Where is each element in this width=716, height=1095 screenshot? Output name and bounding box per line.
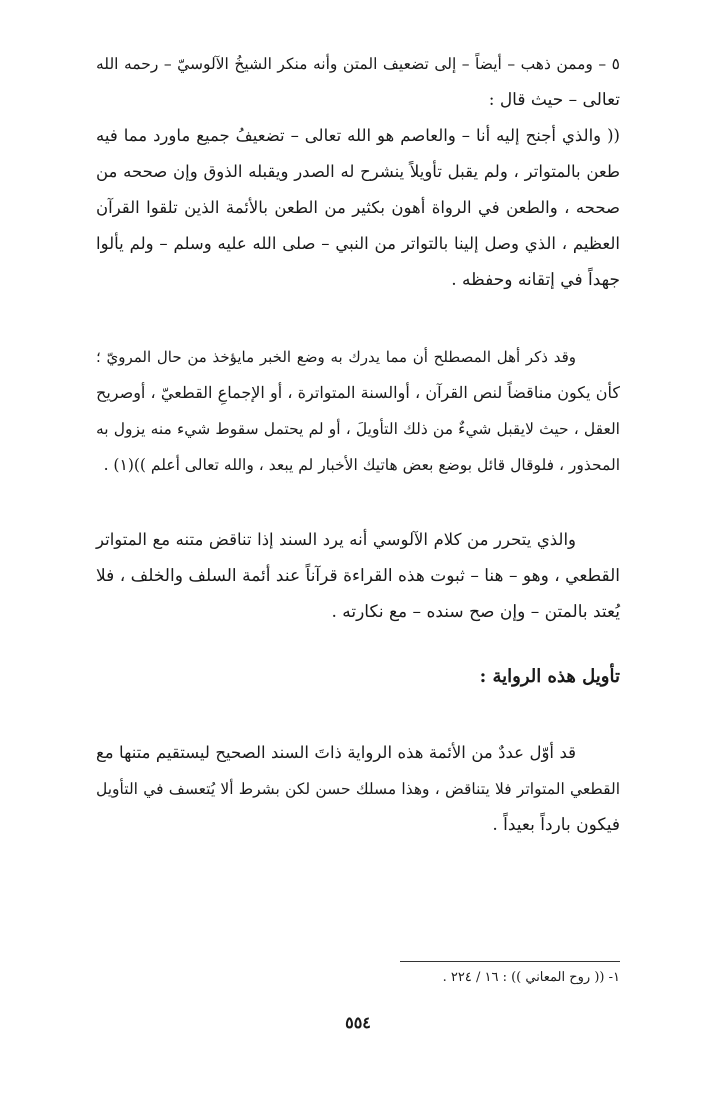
text-line: القطعي المتواتر فلا يتناقض ، وهذا مسلك حسن لكن بشرط ألا يُتعسف في التأويل	[96, 780, 620, 798]
footnote: ١- (( روح المعاني )) : ١٦ / ٢٢٤ .	[442, 970, 620, 985]
paragraph-tawil	[96, 735, 620, 843]
text-line: القطعي ، وهو – هنا – ثبوت هذه القراءة قرآناً عند أئمة السلف والخلف ، فلا	[96, 566, 620, 586]
paragraph-alusi-quote	[96, 46, 620, 298]
text-line: فيكون بارداً بعيداً .	[492, 815, 620, 835]
section-heading: تأويل هذه الرواية :	[479, 666, 620, 687]
text-line: كأن يكون مناقضاً لنص القرآن ، أوالسنة المتواترة ، أو الإجماعِ القطعيّ ، أوصريح	[96, 383, 620, 402]
text-line: قد أوّل عددٌ من الأئمة هذه الرواية ذاتَ السند الصحيح ليستقيم متنها مع	[96, 743, 576, 762]
text-line: والذي يتحرر من كلام الآلوسي أنه يرد السند إذا تناقض متنه مع المتواتر	[96, 530, 576, 549]
footnote-divider	[400, 961, 620, 962]
paragraph-mustalah	[96, 339, 620, 483]
text-line: طعن بالمتواتر ، ولم يقبل تأويلاً ينشرح له الصدر ويقبله الذوق وإن صححه من	[96, 162, 620, 181]
text-line: العقل ، حيث لايقبل شيءٌ من ذلك التأويلَ ، أو لم يحتمل سقوط شيء منه يزول به	[96, 420, 620, 438]
page-number: ٥٥٤	[345, 1013, 371, 1032]
text-line: العظيم ، الذي وصل إلينا بالتواتر من النبي – صلى الله عليه وسلم – ولم يألوا	[96, 234, 620, 253]
text-line: صححه ، والطعن في الرواة أهون بكثير من الطعن بالأئمة الذين تلقوا القرآن	[96, 198, 620, 217]
text-line: يُعتد بالمتن – وإن صح سنده – مع نكارته .	[331, 602, 620, 622]
text-line: المحذور ، فلوقال قائل بوضع بعض هاتيك الأخبار لم يبعد ، والله تعالى أعلم ))(١) .	[103, 456, 620, 474]
text-line: جهداً في إتقانه وحفظه .	[451, 270, 620, 290]
text-line: (( والذي أجنح إليه أنا – والعاصم هو الله تعالى – تضعيفُ جميع ماورد مما فيه	[96, 126, 620, 145]
text-line: ٥ – وممن ذهب – أيضاً – إلى تضعيف المتن وأنه منكر الشيخُ الآلوسيّ – رحمه الله	[96, 55, 620, 73]
text-line: وقد ذكر أهل المصطلح أن مما يدرك به وضع الخبر مايؤخذ من حال المرويّ ؛	[96, 348, 576, 366]
text-line: تعالى – حيث قال :	[488, 90, 620, 110]
paragraph-conclusion	[96, 522, 620, 630]
